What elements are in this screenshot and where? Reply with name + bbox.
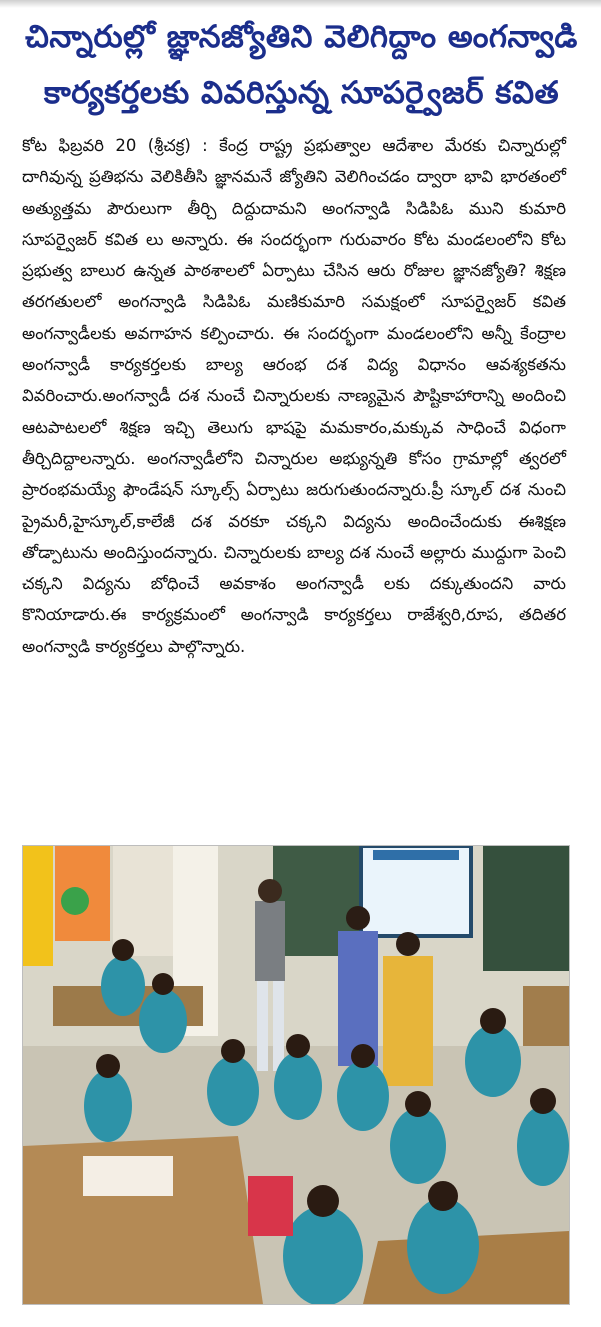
person-standing-man xyxy=(255,901,285,981)
screen-header xyxy=(373,850,459,860)
news-photo xyxy=(22,845,570,1305)
headline-line-1: చిన్నారుల్లో జ్ఞానజ్యోతిని వెలిగిద్దాం అంగన్వాడి xyxy=(25,19,578,55)
headline-line-2: కార్యకర్తలకు వివరిస్తున్న సూపర్వైజర్ కవిత xyxy=(43,75,560,111)
papers-on-desk xyxy=(83,1156,173,1196)
person-standing-woman-2 xyxy=(383,956,433,1086)
article-body: కోట ఫిబ్రవరి 20 (శ్రీచక్ర) : కేంద్ర రాష్ట్ర ప్రభుత్వాల ఆదేశాల మేరకు చిన్నారుల్లో దాగివున్న ప్రతిభను వెలికితీసి జ్ఞానమనే జ్యోతిని వెలిగించడం ద్వారా భావి భారతంలో అత్యుత్తమ పౌరులుగా తీర్చి దిద్దుదామని అంగన్వాడి సిడిపిఓ ముని కుమారి సూపర్వైజర్ కవిత లు అన్నారు. ఈ సందర్భంగా గురువారం కోట మండలంలోని కోట ప్రభుత్వ బాలుర ఉన్నత పాఠశాలలో ఏర్పాటు చేసిన ఆరు రోజుల జ్ఞానజ్యోతి? శిక్షణ తరగతులలో అంగన్వాడి సిడిపిఓ మణికుమారి సమక్షంలో సూపర్వైజర్ కవిత అంగన్వాడీలకు అవగాహన కల్పించారు. ఈ సందర్భంగా మండలంలోని అన్నీ కేంద్రాల అంగన్వాడీ కార్యకర్తలకు బాల్య ఆరంభ దశ విద్య విధానం ఆవశ్యకతను వివరించారు.అంగన్వాడీ దశ నుంచే చిన్నారులకు నాణ్యమైన పౌష్టికాహారాన్ని అందించి ఆటపాటలలో శిక్షణ ఇచ్చి తెలుగు భాషపై మమకారం,మక్కువ సాధించే విధంగా తీర్చిదిద్దాలన్నారు. అంగన్వాడీలోని చిన్నారుల అభ్యున్నతి కోసం గ్రామాల్లో త్వరలో ప్రారంభమయ్యే ఫౌండేషన్ స్కూల్స్ ఏర్పాటు జరుగుతుందన్నారు.ప్రీ స్కూల్ దశ నుంచి ప్రైమరీ,హైస్కూల్,కాలేజీ దశ వరకూ చక్కని విద్యను అందించేందుకు ఈశిక్షణ తోడ్పాటును అందిస్తుందన్నారు. చిన్నారులకు బాల్య దశ నుంచే అల్లారు ముద్దుగా పెంచి చక్కని విద్యను బోధించే అవకాశం అంగన్వాడీ లకు దక్కుతుందని వారు కొనియాడారు.ఈ కార్యక్రమంలో అంగన్వాడి కార్యకర్తలు రాజేశ్వరి,రూప, తదితర అంగన్వాడి కార్యకర్తలు పాల్గొన్నారు. xyxy=(22,136,566,656)
news-headline xyxy=(14,10,589,122)
clipping-top-edge xyxy=(0,0,601,8)
wall-poster-yellow xyxy=(23,846,53,966)
chalkboard-right xyxy=(483,846,569,971)
back-right-desk xyxy=(523,986,569,1046)
wall-decor-green xyxy=(61,887,89,915)
participant-red-top xyxy=(248,1176,293,1236)
